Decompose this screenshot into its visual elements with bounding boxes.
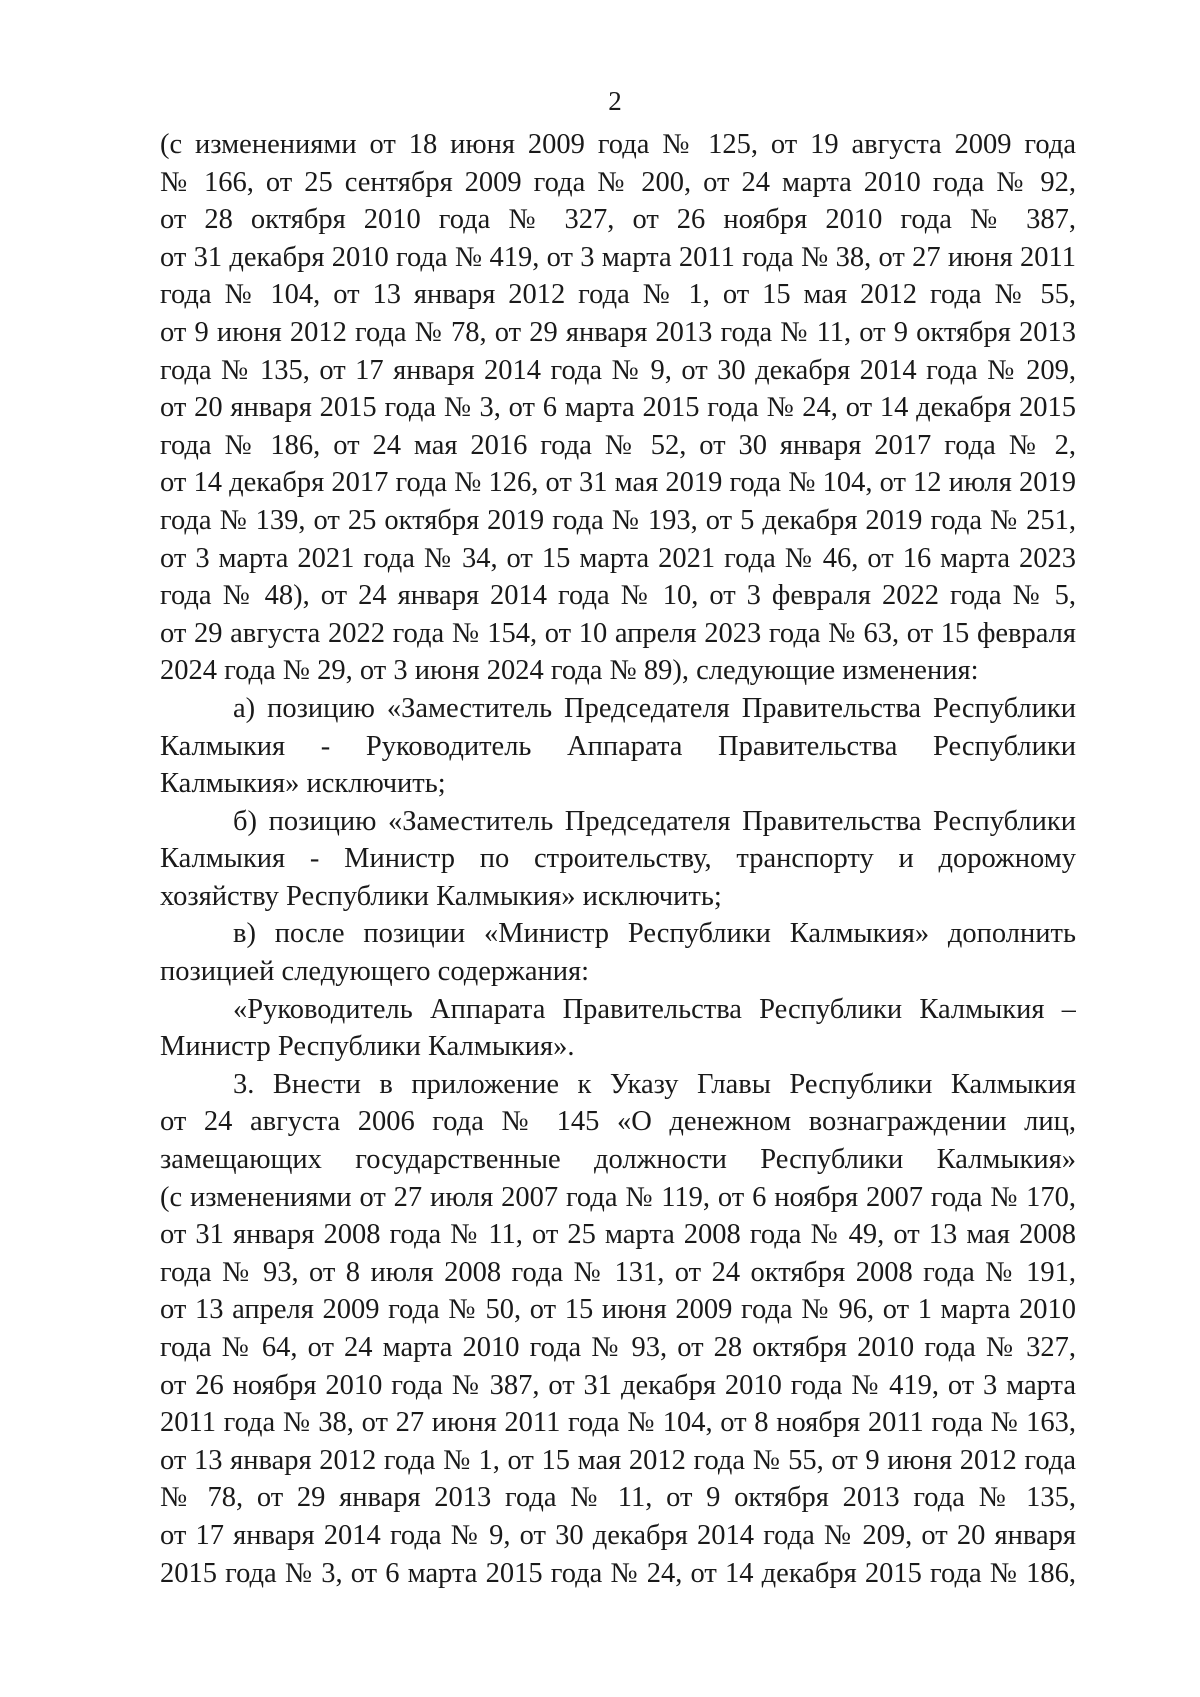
text-line: 2024 года № 29, от 3 июня 2024 года № 89), следующие изменения: — [160, 655, 979, 687]
text-line: года № 139, от 25 октября 2019 года № 193, от 5 декабря 2019 года № 251, — [160, 504, 1076, 536]
text-line: от 20 января 2015 года № 3, от 6 марта 2015 года № 24, от 14 декабря 2015 — [160, 392, 1076, 424]
text-line: Министр Республики Калмыкия». — [160, 1031, 575, 1063]
text-line: № 166, от 25 сентября 2009 года № 200, от 24 марта 2010 года № 92, — [160, 166, 1076, 198]
text-line: от 14 декабря 2017 года № 126, от 31 мая 2019 года № 104, от 12 июля 2019 — [160, 467, 1076, 499]
page-number: 2 — [608, 86, 622, 116]
text-line: от 13 апреля 2009 года № 50, от 15 июня 2009 года № 96, от 1 марта 2010 — [160, 1294, 1076, 1326]
text-line: Калмыкия - Министр по строительству, транспорту и дорожному — [160, 843, 1076, 875]
text-line: а) позицию «Заместитель Председателя Правительства Республики — [233, 692, 1076, 724]
text-line: Калмыкия - Руководитель Аппарата Правительства Республики — [160, 730, 1076, 762]
text-line: 2011 года № 38, от 27 июня 2011 года № 104, от 8 ноября 2011 года № 163, — [160, 1407, 1076, 1439]
text-line: 2015 года № 3, от 6 марта 2015 года № 24, от 14 декабря 2015 года № 186, — [160, 1557, 1076, 1589]
text-line: от 24 августа 2006 года № 145 «О денежном вознаграждении лиц, — [160, 1106, 1076, 1138]
text-line: от 3 марта 2021 года № 34, от 15 марта 2021 года № 46, от 16 марта 2023 — [160, 542, 1076, 574]
text-line: года № 93, от 8 июля 2008 года № 131, от 24 октября 2008 года № 191, — [160, 1256, 1076, 1288]
text-line: позицией следующего содержания: — [160, 956, 590, 988]
text-line: № 78, от 29 января 2013 года № 11, от 9 октября 2013 года № 135, — [160, 1482, 1076, 1514]
text-line: от 31 января 2008 года № 11, от 25 марта 2008 года № 49, от 13 мая 2008 — [160, 1219, 1076, 1251]
text-line: (с изменениями от 18 июня 2009 года № 125, от 19 августа 2009 года — [160, 129, 1076, 160]
text-line: года № 186, от 24 мая 2016 года № 52, от 30 января 2017 года № 2, — [160, 429, 1076, 461]
text-line: в) после позиции «Министр Республики Калмыкия» дополнить — [233, 918, 1076, 950]
text-line: от 31 декабря 2010 года № 419, от 3 марта 2011 года № 38, от 27 июня 2011 — [160, 241, 1076, 273]
text-line: б) позицию «Заместитель Председателя Правительства Республики — [233, 805, 1076, 837]
text-line: от 17 января 2014 года № 9, от 30 декабря 2014 года № 209, от 20 января — [160, 1519, 1076, 1551]
text-line: от 9 июня 2012 года № 78, от 29 января 2013 года № 11, от 9 октября 2013 — [160, 316, 1076, 348]
text-line: хозяйству Республики Калмыкия» исключить; — [160, 880, 722, 912]
text-line: от 13 января 2012 года № 1, от 15 мая 2012 года № 55, от 9 июня 2012 года — [160, 1444, 1076, 1476]
document-body — [160, 126, 1076, 1592]
text-line: (с изменениями от 27 июля 2007 года № 119, от 6 ноября 2007 года № 170, — [160, 1181, 1076, 1213]
text-line: от 26 ноября 2010 года № 387, от 31 декабря 2010 года № 419, от 3 марта — [160, 1369, 1076, 1401]
text-line: «Руководитель Аппарата Правительства Республики Калмыкия – — [233, 993, 1076, 1025]
text-line: 3. Внести в приложение к Указу Главы Республики Калмыкия — [233, 1068, 1076, 1100]
text-line: года № 135, от 17 января 2014 года № 9, от 30 декабря 2014 года № 209, — [160, 354, 1076, 386]
text-line: года № 48), от 24 января 2014 года № 10, от 3 февраля 2022 года № 5, — [160, 580, 1076, 612]
text-line: года № 104, от 13 января 2012 года № 1, от 15 мая 2012 года № 55, — [160, 279, 1076, 311]
text-line: от 28 октября 2010 года № 327, от 26 ноября 2010 года № 387, — [160, 204, 1076, 236]
text-line: от 29 августа 2022 года № 154, от 10 апреля 2023 года № 63, от 15 февраля — [160, 617, 1076, 649]
text-line: Калмыкия» исключить; — [160, 768, 446, 800]
text-line: года № 64, от 24 марта 2010 года № 93, от 28 октября 2010 года № 327, — [160, 1332, 1076, 1363]
text-line: замещающих государственные должности Республики Калмыкия» — [160, 1144, 1076, 1176]
